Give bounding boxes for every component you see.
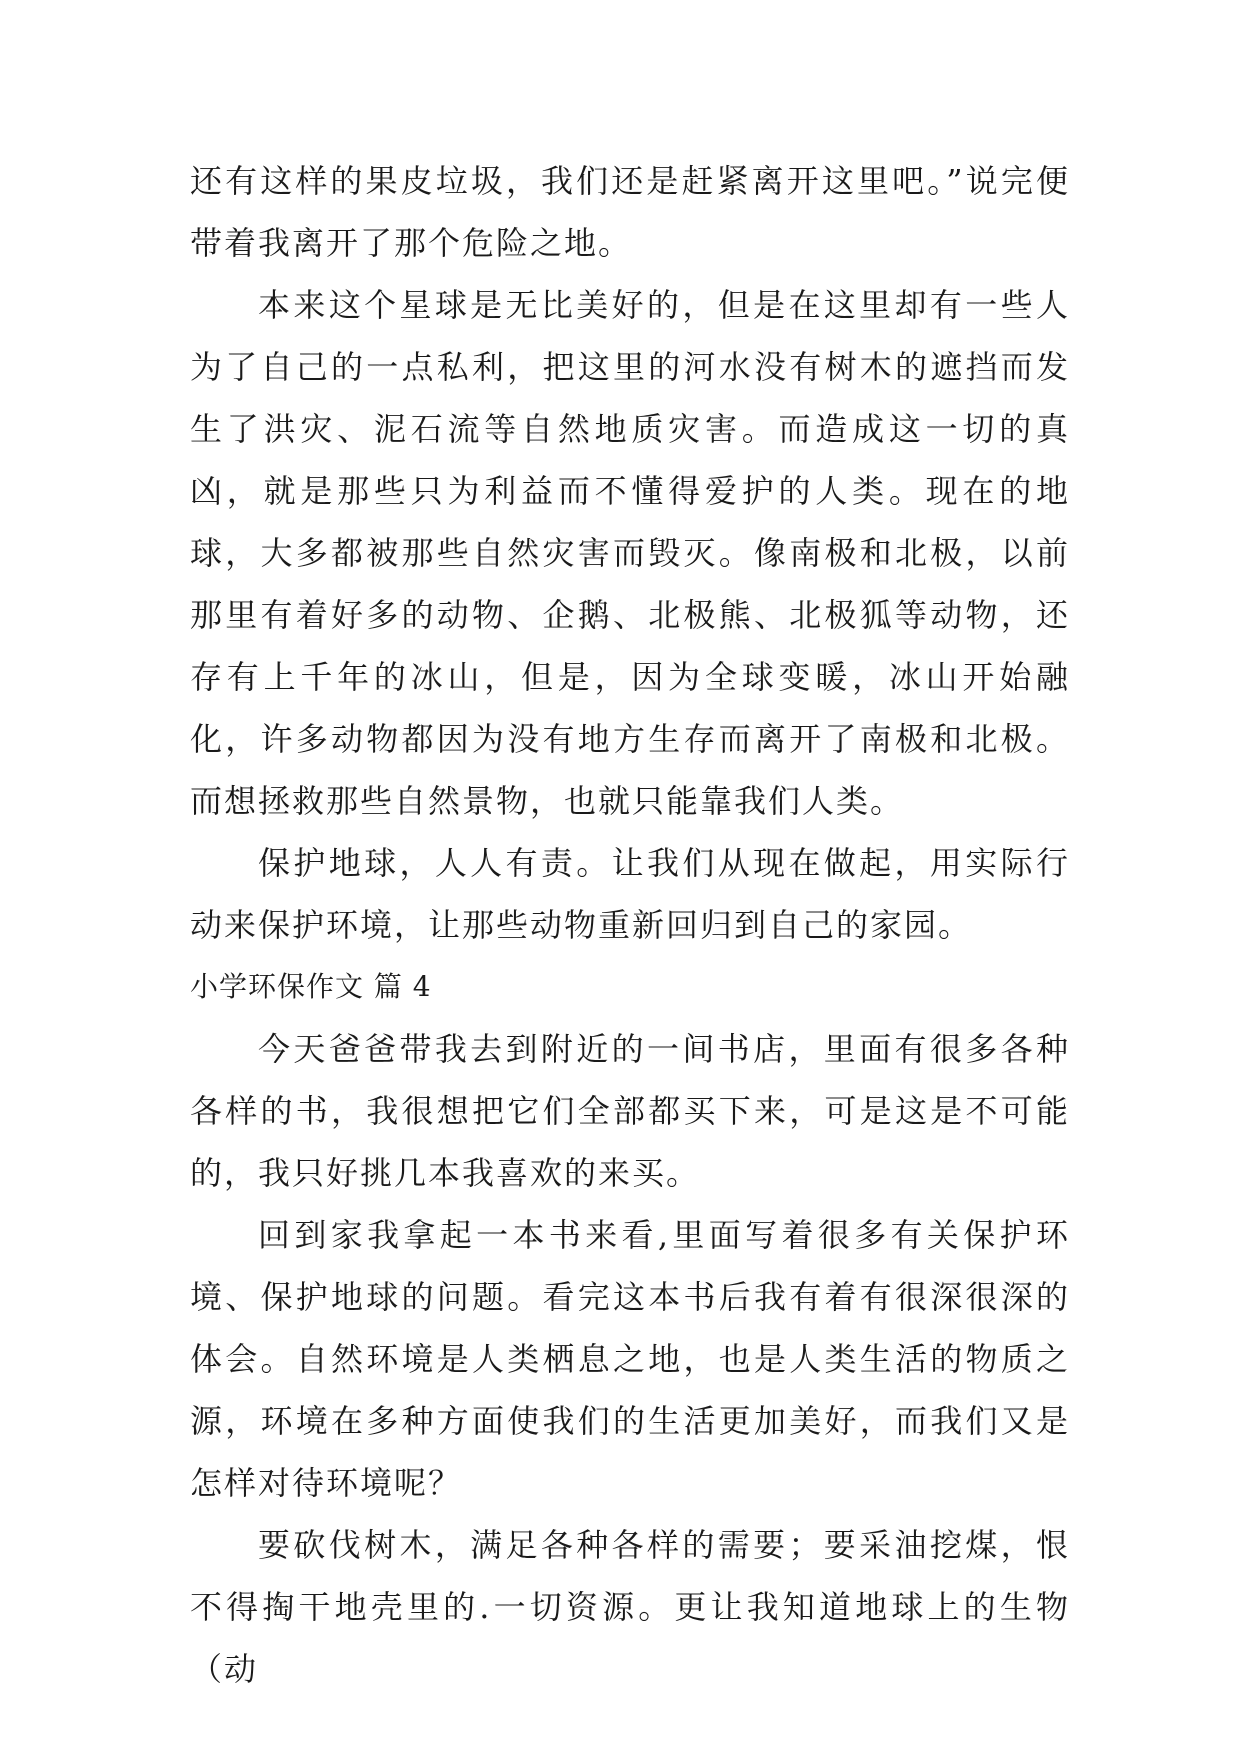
section-heading: 小学环保作文 篇 4: [190, 970, 432, 1003]
paragraph: 今天爸爸带我去到附近的一间书店，里面有很多各种各样的书，我很想把它们全部都买下来，可是这是不可能的，我只好挑几本我喜欢的来买。: [190, 1030, 1070, 1192]
paragraph: 本来这个星球是无比美好的，但是在这里却有一些人为了自己的一点私利，把这里的河水没有树木的遮挡而发生了洪灾、泥石流等自然地质灾害。而造成这一切的真凶，就是那些只为利益而不懂得爱护的人类。现在的地球，大多都被那些自然灾害而毁灭。像南极和北极，以前那里有着好多的动物、企鹅、北极熊、北极狐等动物，还存有上千年的冰山，但是，因为全球变暖，冰山开始融化，许多动物都因为没有地方生存而离开了南极和北极。而想拯救那些自然景物，也就只能靠我们人类。: [190, 286, 1070, 820]
document-body: [190, 150, 1070, 1700]
paragraph: 保护地球，人人有责。让我们从现在做起，用实际行动来保护环境，让那些动物重新回归到自己的家园。: [190, 844, 1070, 944]
paragraph: 还有这样的果皮垃圾，我们还是赶紧离开这里吧。”说完便带着我离开了那个危险之地。: [190, 162, 1070, 262]
paragraph: 回到家我拿起一本书来看,里面写着很多有关保护环境、保护地球的问题。看完这本书后我有着有很深很深的体会。自然环境是人类栖息之地，也是人类生活的物质之源，环境在多种方面使我们的生活更加美好，而我们又是怎样对待环境呢？: [190, 1216, 1070, 1502]
paragraph: 要砍伐树木，满足各种各样的需要；要采油挖煤，恨不得掏干地壳里的.一切资源。更让我知道地球上的生物（动: [190, 1526, 1070, 1688]
